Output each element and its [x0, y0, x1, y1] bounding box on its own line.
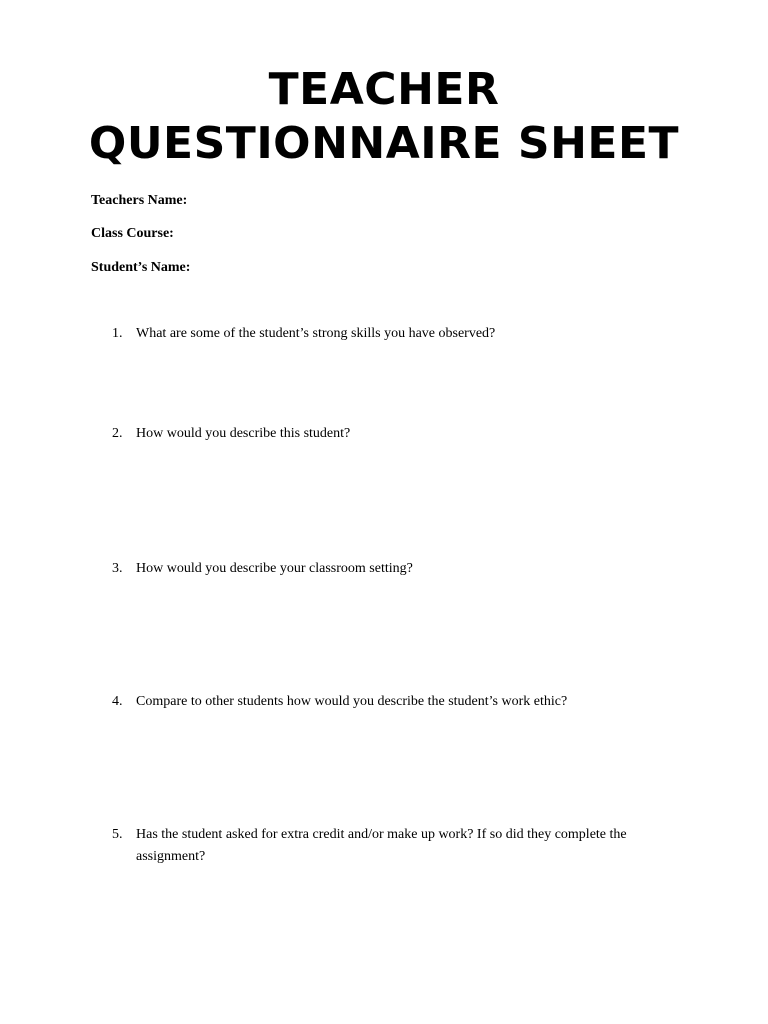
question-item-4: [112, 691, 672, 713]
students-name-label: Student’s Name:: [91, 260, 191, 275]
question-item-1: [112, 323, 672, 345]
page-title-line-2: QUESTIONNAIRE SHEET: [88, 118, 680, 169]
page-title-line-1: TEACHER: [268, 64, 500, 115]
question-number: 1.: [112, 326, 123, 341]
class-course-label: Class Course:: [91, 226, 174, 241]
teachers-name-label: Teachers Name:: [91, 193, 188, 208]
question-item-3: [112, 558, 672, 580]
question-number: 2.: [112, 426, 123, 441]
question-item-5: [112, 824, 672, 868]
question-number: 4.: [112, 694, 123, 709]
question-text: Compare to other students how would you describe the student’s work ethic?: [136, 694, 568, 709]
question-text: How would you describe your classroom setting?: [136, 561, 413, 576]
question-number: 3.: [112, 561, 123, 576]
question-item-2: [112, 423, 672, 445]
question-text: What are some of the student’s strong skills you have observed?: [136, 326, 496, 341]
question-text: How would you describe this student?: [136, 426, 351, 441]
question-text: Has the student asked for extra credit and/or make up work? If so did they complete the assignment?: [136, 827, 627, 864]
question-number: 5.: [112, 827, 123, 842]
